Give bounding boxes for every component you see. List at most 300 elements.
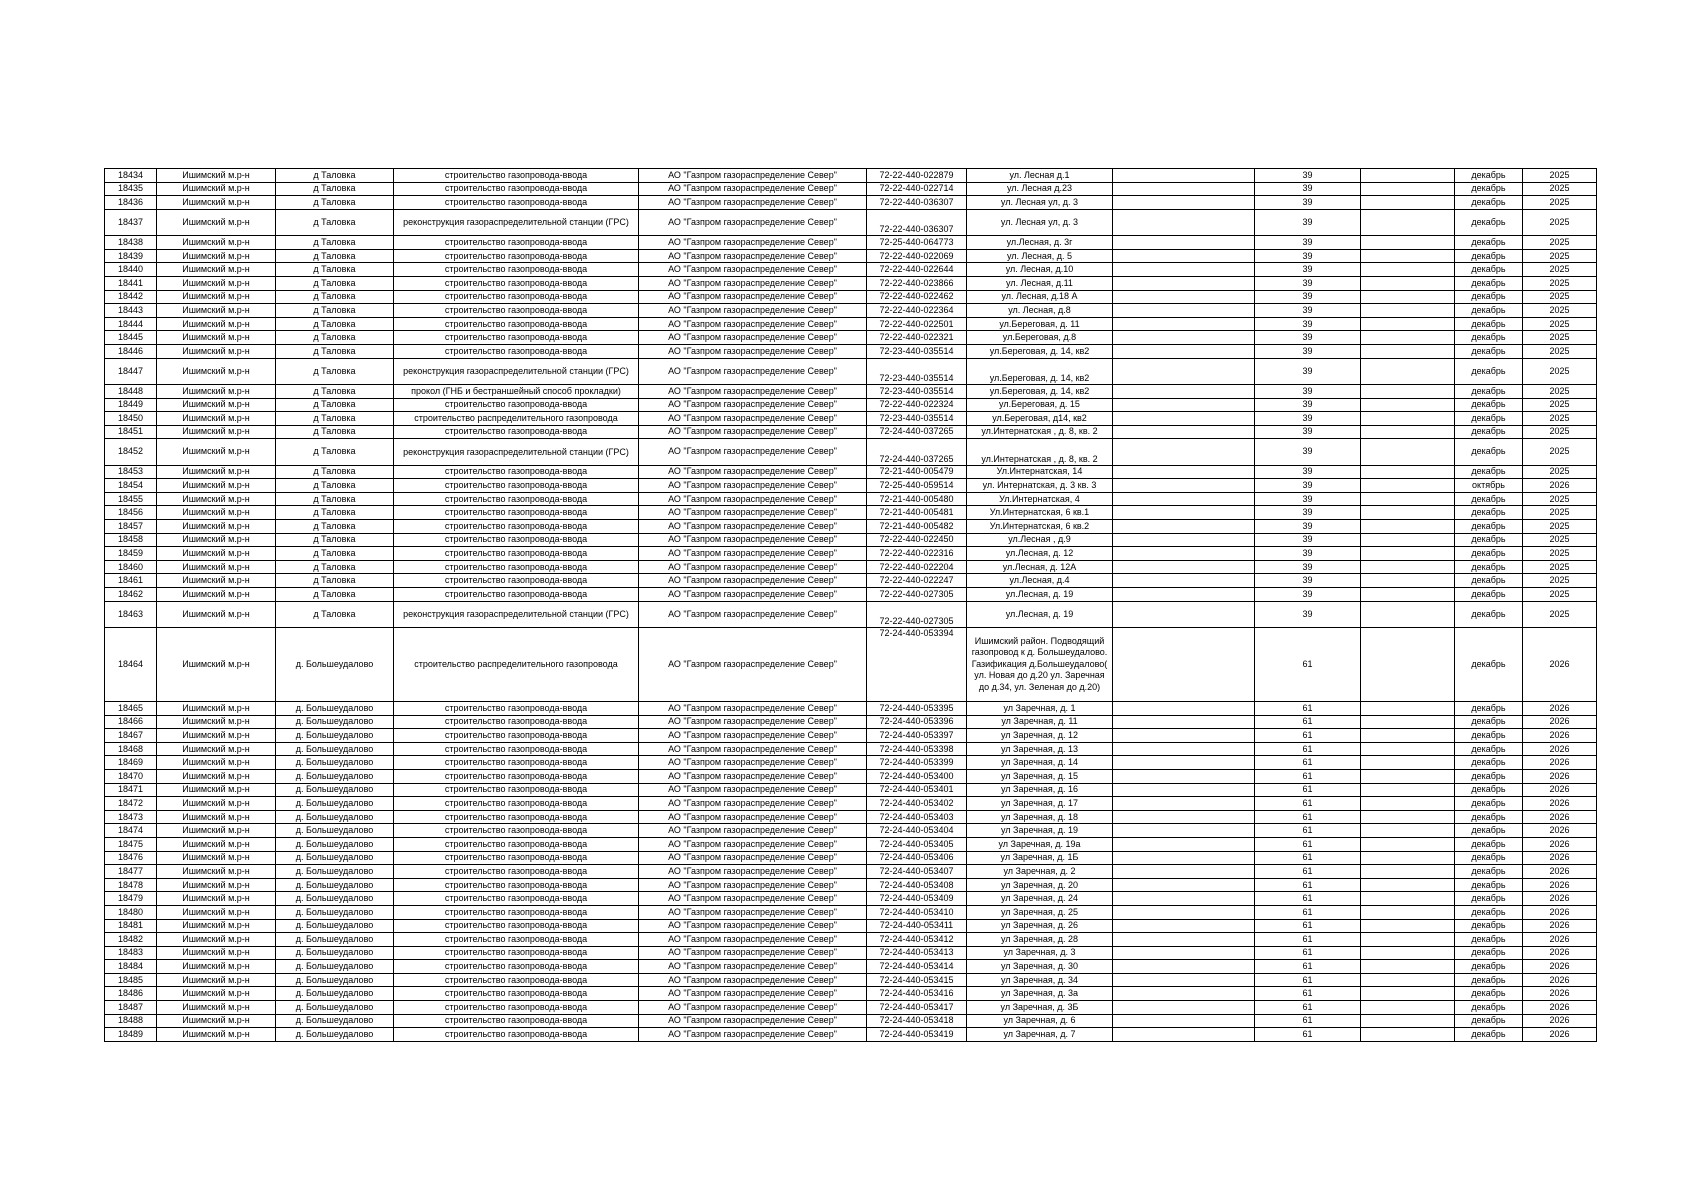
cell-settlement: д. Большеудалово xyxy=(276,824,394,838)
cell-e1 xyxy=(1113,574,1255,588)
cell-num: 18450 xyxy=(105,412,157,426)
cell-adr: ул. Лесная д.1 xyxy=(967,169,1113,183)
cell-pressure: 61 xyxy=(1255,729,1361,743)
cell-e2 xyxy=(1361,506,1455,520)
cell-month: декабрь xyxy=(1455,797,1523,811)
cell-year: 2026 xyxy=(1523,628,1597,702)
cell-adr: ул.Береговая, д14, кв2 xyxy=(967,412,1113,426)
cell-org: АО "Газпром газораспределение Север" xyxy=(639,574,867,588)
cell-pressure: 39 xyxy=(1255,574,1361,588)
cell-num: 18479 xyxy=(105,892,157,906)
cell-year: 2025 xyxy=(1523,182,1597,196)
cell-pressure: 61 xyxy=(1255,919,1361,933)
cell-district: Ишимский м.р-н xyxy=(157,182,276,196)
cell-org: АО "Газпром газораспределение Север" xyxy=(639,769,867,783)
cell-month: декабрь xyxy=(1455,533,1523,547)
cell-district: Ишимский м.р-н xyxy=(157,865,276,879)
cell-year: 2025 xyxy=(1523,425,1597,439)
cell-cad: 72-24-440-053395 xyxy=(867,702,967,716)
cell-pressure: 61 xyxy=(1255,797,1361,811)
cell-e2 xyxy=(1361,810,1455,824)
cell-settlement: д Таловка xyxy=(276,439,394,465)
cell-e2 xyxy=(1361,317,1455,331)
table-row xyxy=(105,810,1597,824)
cell-e2 xyxy=(1361,520,1455,534)
cell-district: Ишимский м.р-н xyxy=(157,492,276,506)
cell-month: декабрь xyxy=(1455,492,1523,506)
cell-num: 18457 xyxy=(105,520,157,534)
cell-num: 18435 xyxy=(105,182,157,196)
cell-cad: 72-22-440-022247 xyxy=(867,574,967,588)
cell-settlement: д Таловка xyxy=(276,358,394,384)
cell-org: АО "Газпром газораспределение Север" xyxy=(639,987,867,1001)
cell-month: декабрь xyxy=(1455,715,1523,729)
cell-cad: 72-23-440-035514 xyxy=(867,412,967,426)
cell-cad: 72-24-440-053415 xyxy=(867,973,967,987)
table-row xyxy=(105,960,1597,974)
cell-adr: ул Заречная, д. 6 xyxy=(967,1014,1113,1028)
cell-pressure: 61 xyxy=(1255,837,1361,851)
cell-cad: 72-24-440-037265 xyxy=(867,439,967,465)
cell-org: АО "Газпром газораспределение Север" xyxy=(639,249,867,263)
cell-district: Ишимский м.р-н xyxy=(157,304,276,318)
cell-e1 xyxy=(1113,520,1255,534)
cell-org: АО "Газпром газораспределение Север" xyxy=(639,182,867,196)
cell-cad: 72-22-440-022450 xyxy=(867,533,967,547)
cell-org: АО "Газпром газораспределение Север" xyxy=(639,479,867,493)
cell-adr: ул Заречная, д. 11 xyxy=(967,715,1113,729)
cell-num: 18471 xyxy=(105,783,157,797)
cell-district: Ишимский м.р-н xyxy=(157,249,276,263)
cell-e1 xyxy=(1113,492,1255,506)
cell-settlement: д Таловка xyxy=(276,249,394,263)
cell-e2 xyxy=(1361,439,1455,465)
cell-month: декабрь xyxy=(1455,905,1523,919)
table-row xyxy=(105,702,1597,716)
cell-adr: ул.Лесная, д. 12А xyxy=(967,560,1113,574)
cell-num: 18478 xyxy=(105,878,157,892)
cell-district: Ишимский м.р-н xyxy=(157,588,276,602)
cell-adr: ул Заречная, д. 19а xyxy=(967,837,1113,851)
cell-num: 18469 xyxy=(105,756,157,770)
cell-work: строительство газопровода-ввода xyxy=(394,574,639,588)
cell-pressure: 61 xyxy=(1255,783,1361,797)
table-row xyxy=(105,236,1597,250)
cell-month: декабрь xyxy=(1455,169,1523,183)
cell-e1 xyxy=(1113,946,1255,960)
cell-year: 2026 xyxy=(1523,973,1597,987)
table-row xyxy=(105,892,1597,906)
cell-org: АО "Газпром газораспределение Север" xyxy=(639,290,867,304)
cell-cad: 72-25-440-059514 xyxy=(867,479,967,493)
cell-num: 18476 xyxy=(105,851,157,865)
cell-adr: ул Заречная, д. 2 xyxy=(967,865,1113,879)
cell-e1 xyxy=(1113,960,1255,974)
cell-e2 xyxy=(1361,960,1455,974)
cell-work: строительство газопровода-ввода xyxy=(394,742,639,756)
cell-e2 xyxy=(1361,560,1455,574)
cell-district: Ишимский м.р-н xyxy=(157,425,276,439)
cell-work: строительство газопровода-ввода xyxy=(394,960,639,974)
cell-year: 2026 xyxy=(1523,824,1597,838)
cell-district: Ишимский м.р-н xyxy=(157,479,276,493)
cell-work: строительство газопровода-ввода xyxy=(394,973,639,987)
cell-num: 18489 xyxy=(105,1028,157,1042)
cell-adr: ул. Лесная, д.18 А xyxy=(967,290,1113,304)
cell-adr: ул. Лесная ул, д. 3 xyxy=(967,209,1113,235)
cell-cad: 72-24-440-053403 xyxy=(867,810,967,824)
cell-e2 xyxy=(1361,479,1455,493)
cell-year: 2025 xyxy=(1523,492,1597,506)
cell-org: АО "Газпром газораспределение Север" xyxy=(639,973,867,987)
cell-pressure: 39 xyxy=(1255,358,1361,384)
table-row xyxy=(105,824,1597,838)
cell-cad: 72-21-440-005482 xyxy=(867,520,967,534)
cell-work: строительство газопровода-ввода xyxy=(394,892,639,906)
cell-district: Ишимский м.р-н xyxy=(157,769,276,783)
cell-settlement: д Таловка xyxy=(276,560,394,574)
cell-num: 18465 xyxy=(105,702,157,716)
cell-cad: 72-22-440-022714 xyxy=(867,182,967,196)
cell-district: Ишимский м.р-н xyxy=(157,715,276,729)
cell-e2 xyxy=(1361,628,1455,702)
cell-e2 xyxy=(1361,263,1455,277)
cell-district: Ишимский м.р-н xyxy=(157,905,276,919)
cell-adr: ул Заречная, д. 1Б xyxy=(967,851,1113,865)
cell-pressure: 61 xyxy=(1255,933,1361,947)
cell-month: декабрь xyxy=(1455,824,1523,838)
cell-org: АО "Газпром газораспределение Север" xyxy=(639,601,867,627)
cell-e2 xyxy=(1361,412,1455,426)
cell-adr: Ул.Интернатская, 14 xyxy=(967,465,1113,479)
cell-num: 18474 xyxy=(105,824,157,838)
cell-work: строительство газопровода-ввода xyxy=(394,783,639,797)
cell-year: 2026 xyxy=(1523,851,1597,865)
cell-month: декабрь xyxy=(1455,756,1523,770)
cell-num: 18455 xyxy=(105,492,157,506)
table-row xyxy=(105,425,1597,439)
cell-e2 xyxy=(1361,702,1455,716)
cell-settlement: д Таловка xyxy=(276,384,394,398)
cell-work: строительство газопровода-ввода xyxy=(394,236,639,250)
cell-work: строительство газопровода-ввода xyxy=(394,1001,639,1015)
cell-org: АО "Газпром газораспределение Север" xyxy=(639,878,867,892)
cell-org: АО "Газпром газораспределение Север" xyxy=(639,439,867,465)
cell-num: 18459 xyxy=(105,547,157,561)
table-body xyxy=(105,169,1597,1042)
cell-e2 xyxy=(1361,837,1455,851)
cell-district: Ишимский м.р-н xyxy=(157,547,276,561)
cell-adr: ул.Береговая, д. 15 xyxy=(967,398,1113,412)
cell-org: АО "Газпром газораспределение Север" xyxy=(639,263,867,277)
cell-e1 xyxy=(1113,425,1255,439)
cell-e1 xyxy=(1113,878,1255,892)
cell-adr: ул.Лесная , д.9 xyxy=(967,533,1113,547)
cell-num: 18440 xyxy=(105,263,157,277)
cell-year: 2025 xyxy=(1523,196,1597,210)
cell-e2 xyxy=(1361,851,1455,865)
cell-settlement: д. Большеудалово xyxy=(276,865,394,879)
cell-org: АО "Газпром газораспределение Север" xyxy=(639,1014,867,1028)
cell-e1 xyxy=(1113,588,1255,602)
cell-year: 2025 xyxy=(1523,588,1597,602)
cell-district: Ишимский м.р-н xyxy=(157,1028,276,1042)
cell-month: октябрь xyxy=(1455,479,1523,493)
cell-month: декабрь xyxy=(1455,601,1523,627)
cell-e2 xyxy=(1361,783,1455,797)
cell-cad: 72-24-440-053406 xyxy=(867,851,967,865)
cell-adr: ул.Береговая, д. 14, кв2 xyxy=(967,384,1113,398)
cell-settlement: д Таловка xyxy=(276,520,394,534)
table-row xyxy=(105,837,1597,851)
cell-month: декабрь xyxy=(1455,588,1523,602)
table-row xyxy=(105,797,1597,811)
cell-pressure: 39 xyxy=(1255,425,1361,439)
table-row xyxy=(105,865,1597,879)
cell-year: 2025 xyxy=(1523,574,1597,588)
table-row xyxy=(105,601,1597,627)
table-row xyxy=(105,506,1597,520)
table-row xyxy=(105,479,1597,493)
cell-e1 xyxy=(1113,209,1255,235)
cell-num: 18434 xyxy=(105,169,157,183)
cell-district: Ишимский м.р-н xyxy=(157,1014,276,1028)
cell-adr: Ул.Интернатская, 6 кв.1 xyxy=(967,506,1113,520)
cell-pressure: 61 xyxy=(1255,878,1361,892)
cell-work: строительство распределительного газопровода xyxy=(394,628,639,702)
cell-district: Ишимский м.р-н xyxy=(157,236,276,250)
table-row xyxy=(105,492,1597,506)
cell-year: 2026 xyxy=(1523,797,1597,811)
cell-district: Ишимский м.р-н xyxy=(157,783,276,797)
cell-adr: ул.Береговая, д. 14, кв2 xyxy=(967,344,1113,358)
cell-adr: ул.Лесная, д. 12 xyxy=(967,547,1113,561)
table-row xyxy=(105,878,1597,892)
cell-month: декабрь xyxy=(1455,702,1523,716)
cell-e2 xyxy=(1361,425,1455,439)
cell-pressure: 39 xyxy=(1255,547,1361,561)
cell-month: декабрь xyxy=(1455,933,1523,947)
cell-e1 xyxy=(1113,263,1255,277)
cell-e1 xyxy=(1113,560,1255,574)
cell-e1 xyxy=(1113,439,1255,465)
cell-e2 xyxy=(1361,169,1455,183)
cell-pressure: 39 xyxy=(1255,601,1361,627)
cell-e1 xyxy=(1113,756,1255,770)
table-row xyxy=(105,729,1597,743)
cell-cad: 72-22-440-023866 xyxy=(867,276,967,290)
cell-settlement: д Таловка xyxy=(276,169,394,183)
cell-month: декабрь xyxy=(1455,425,1523,439)
cell-cad: 72-24-440-053418 xyxy=(867,1014,967,1028)
cell-num: 18443 xyxy=(105,304,157,318)
cell-org: АО "Газпром газораспределение Север" xyxy=(639,1028,867,1042)
cell-month: декабрь xyxy=(1455,331,1523,345)
cell-num: 18451 xyxy=(105,425,157,439)
cell-month: декабрь xyxy=(1455,1001,1523,1015)
table-row xyxy=(105,756,1597,770)
table-row xyxy=(105,358,1597,384)
cell-org: АО "Газпром газораспределение Север" xyxy=(639,209,867,235)
cell-district: Ишимский м.р-н xyxy=(157,439,276,465)
cell-district: Ишимский м.р-н xyxy=(157,987,276,1001)
cell-pressure: 61 xyxy=(1255,702,1361,716)
cell-district: Ишимский м.р-н xyxy=(157,601,276,627)
cell-work: строительство газопровода-ввода xyxy=(394,919,639,933)
table-row xyxy=(105,384,1597,398)
cell-e2 xyxy=(1361,824,1455,838)
cell-e2 xyxy=(1361,398,1455,412)
cell-work: строительство газопровода-ввода xyxy=(394,182,639,196)
cell-cad: 72-22-440-022316 xyxy=(867,547,967,561)
cell-adr: ул. Лесная, д.10 xyxy=(967,263,1113,277)
cell-cad: 72-22-440-022069 xyxy=(867,249,967,263)
cell-e2 xyxy=(1361,797,1455,811)
cell-num: 18486 xyxy=(105,987,157,1001)
cell-e1 xyxy=(1113,628,1255,702)
cell-district: Ишимский м.р-н xyxy=(157,290,276,304)
table-row xyxy=(105,742,1597,756)
cell-adr: Ишимский район. Подводящий газопровод к д. Большеудалово. Газификация д.Большеудалово( ул. Новая до д.20 ул. Заречная до д.34, ул. Зеленая до д.20) xyxy=(967,628,1113,702)
cell-pressure: 61 xyxy=(1255,973,1361,987)
cell-year: 2026 xyxy=(1523,742,1597,756)
cell-cad: 72-22-440-022364 xyxy=(867,304,967,318)
cell-settlement: д. Большеудалово xyxy=(276,769,394,783)
cell-adr: ул. Лесная ул, д. 3 xyxy=(967,196,1113,210)
cell-pressure: 39 xyxy=(1255,412,1361,426)
cell-e2 xyxy=(1361,182,1455,196)
cell-district: Ишимский м.р-н xyxy=(157,506,276,520)
cell-num: 18436 xyxy=(105,196,157,210)
cell-month: декабрь xyxy=(1455,398,1523,412)
cell-month: декабрь xyxy=(1455,209,1523,235)
cell-month: декабрь xyxy=(1455,249,1523,263)
cell-settlement: д Таловка xyxy=(276,398,394,412)
cell-pressure: 39 xyxy=(1255,479,1361,493)
cell-year: 2026 xyxy=(1523,729,1597,743)
cell-district: Ишимский м.р-н xyxy=(157,960,276,974)
cell-month: декабрь xyxy=(1455,810,1523,824)
cell-e1 xyxy=(1113,479,1255,493)
cell-num: 18467 xyxy=(105,729,157,743)
table-row xyxy=(105,588,1597,602)
cell-cad: 72-23-440-035514 xyxy=(867,358,967,384)
cell-org: АО "Газпром газораспределение Север" xyxy=(639,837,867,851)
cell-org: АО "Газпром газораспределение Север" xyxy=(639,506,867,520)
cell-work: строительство распределительного газопровода xyxy=(394,412,639,426)
cell-num: 18487 xyxy=(105,1001,157,1015)
cell-settlement: д Таловка xyxy=(276,533,394,547)
cell-district: Ишимский м.р-н xyxy=(157,276,276,290)
cell-cad: 72-24-440-053410 xyxy=(867,905,967,919)
cell-month: декабрь xyxy=(1455,317,1523,331)
cell-year: 2025 xyxy=(1523,290,1597,304)
cell-month: декабрь xyxy=(1455,878,1523,892)
cell-pressure: 39 xyxy=(1255,263,1361,277)
cell-month: декабрь xyxy=(1455,276,1523,290)
cell-cad: 72-21-440-005480 xyxy=(867,492,967,506)
cell-work: реконструкция газораспределительной станции (ГРС) xyxy=(394,601,639,627)
cell-num: 18453 xyxy=(105,465,157,479)
cell-pressure: 39 xyxy=(1255,317,1361,331)
cell-district: Ишимский м.р-н xyxy=(157,398,276,412)
cell-adr: ул.Интернатская , д. 8, кв. 2 xyxy=(967,425,1113,439)
cell-num: 18454 xyxy=(105,479,157,493)
cell-e1 xyxy=(1113,344,1255,358)
cell-pressure: 39 xyxy=(1255,331,1361,345)
cell-org: АО "Газпром газораспределение Север" xyxy=(639,892,867,906)
cell-e1 xyxy=(1113,797,1255,811)
cell-cad: 72-22-440-027305 xyxy=(867,601,967,627)
table-row xyxy=(105,182,1597,196)
cell-e2 xyxy=(1361,601,1455,627)
cell-settlement: д. Большеудалово xyxy=(276,905,394,919)
cell-adr: ул.Береговая, д. 14, кв2 xyxy=(967,358,1113,384)
cell-district: Ишимский м.р-н xyxy=(157,628,276,702)
cell-pressure: 61 xyxy=(1255,1028,1361,1042)
cell-work: строительство газопровода-ввода xyxy=(394,196,639,210)
cell-num: 18463 xyxy=(105,601,157,627)
cell-num: 18470 xyxy=(105,769,157,783)
cell-e1 xyxy=(1113,317,1255,331)
cell-pressure: 61 xyxy=(1255,960,1361,974)
cell-work: строительство газопровода-ввода xyxy=(394,331,639,345)
cell-e2 xyxy=(1361,249,1455,263)
cell-num: 18460 xyxy=(105,560,157,574)
cell-year: 2026 xyxy=(1523,960,1597,974)
cell-cad: 72-24-440-053407 xyxy=(867,865,967,879)
cell-adr: ул Заречная, д. 13 xyxy=(967,742,1113,756)
cell-pressure: 39 xyxy=(1255,290,1361,304)
cell-settlement: д Таловка xyxy=(276,479,394,493)
cell-district: Ишимский м.р-н xyxy=(157,533,276,547)
cell-year: 2025 xyxy=(1523,331,1597,345)
cell-district: Ишимский м.р-н xyxy=(157,520,276,534)
table-row xyxy=(105,1001,1597,1015)
cell-cad: 72-24-440-053411 xyxy=(867,919,967,933)
cell-district: Ишимский м.р-н xyxy=(157,729,276,743)
cell-e1 xyxy=(1113,236,1255,250)
cell-settlement: д. Большеудалово xyxy=(276,702,394,716)
cell-work: строительство газопровода-ввода xyxy=(394,729,639,743)
cell-month: декабрь xyxy=(1455,358,1523,384)
cell-num: 18437 xyxy=(105,209,157,235)
cell-settlement: д. Большеудалово xyxy=(276,892,394,906)
cell-cad: 72-24-440-053417 xyxy=(867,1001,967,1015)
cell-pressure: 61 xyxy=(1255,865,1361,879)
table-row xyxy=(105,533,1597,547)
cell-pressure: 39 xyxy=(1255,560,1361,574)
cell-year: 2026 xyxy=(1523,1001,1597,1015)
cell-pressure: 61 xyxy=(1255,628,1361,702)
cell-settlement: д. Большеудалово xyxy=(276,729,394,743)
cell-adr: ул Заречная, д. 7 xyxy=(967,1028,1113,1042)
table-row xyxy=(105,304,1597,318)
cell-org: АО "Газпром газораспределение Север" xyxy=(639,797,867,811)
cell-e2 xyxy=(1361,756,1455,770)
cell-year: 2025 xyxy=(1523,465,1597,479)
cell-district: Ишимский м.р-н xyxy=(157,344,276,358)
cell-year: 2025 xyxy=(1523,317,1597,331)
cell-cad: 72-22-440-022879 xyxy=(867,169,967,183)
cell-pressure: 39 xyxy=(1255,249,1361,263)
cell-work: строительство газопровода-ввода xyxy=(394,169,639,183)
cell-work: строительство газопровода-ввода xyxy=(394,837,639,851)
cell-district: Ишимский м.р-н xyxy=(157,1001,276,1015)
cell-month: декабрь xyxy=(1455,851,1523,865)
cell-work: строительство газопровода-ввода xyxy=(394,398,639,412)
table-row xyxy=(105,973,1597,987)
